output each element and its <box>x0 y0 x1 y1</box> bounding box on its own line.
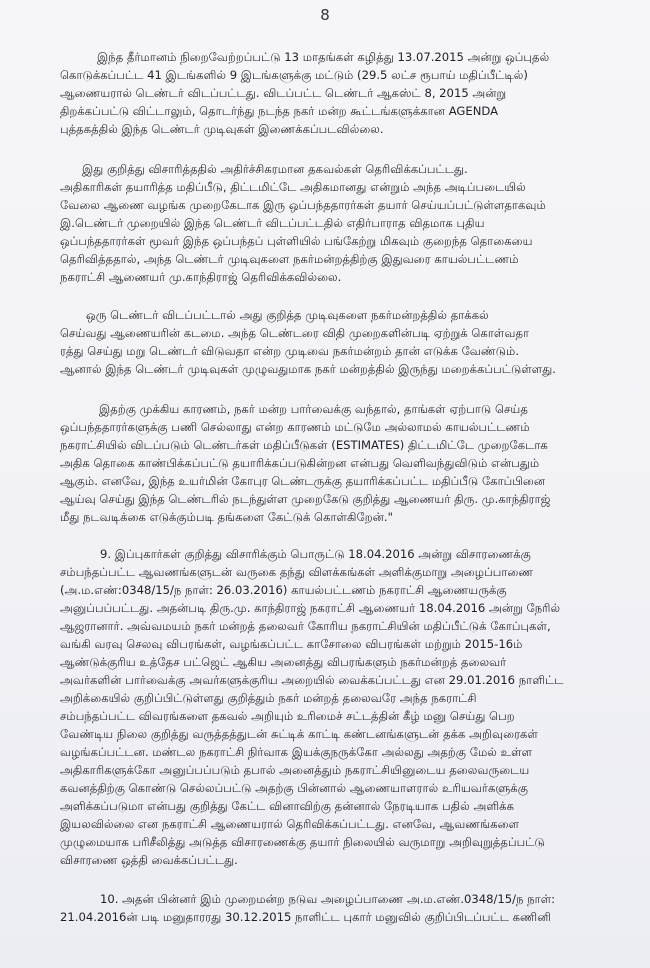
paragraph-4-line: ஆய்வு செய்து இந்த டெண்டரில் நடந்துள்ள முறைகேடு குறித்து ஆணையர் திரு. மு.காந்திராஜ் <box>60 492 551 506</box>
paragraph-4-line: அதிக தொகை காண்பிக்கப்பட்டு தயாரிக்கப்படுகின்றன என்பது வெளிவந்துவிடும் என்பதும் <box>60 456 540 470</box>
paragraph-9-line: அறிக்கையில் குறிப்பிட்டுள்ளது குறித்தும் நகர் மன்றத் தலைவரே அந்த நகராட்சி <box>60 691 477 705</box>
paragraph-9-line: வழங்கப்பட்டன. மண்டல நகராட்சி நிர்வாக இயக்குநருக்கோ அல்லது அதற்கு மேல் உள்ள <box>60 745 533 759</box>
paragraph-9-line: வங்கி வரவு செலவு விபரங்கள், வழங்கப்பட்ட காசோலை விபரங்கள் மற்றும் 2015-16ம் <box>60 637 523 651</box>
paragraph-1-line: ஆணையரால் டெண்டர் விடப்பட்டது. விடப்பட்ட டெண்டர் ஆகஸ்ட் 8, 2015 அன்று <box>60 86 507 100</box>
paragraph-2-line: இது குறித்து விசாரித்ததில் அதிர்ச்சிகரமான தகவல்கள் தெரிவிக்கப்பட்டது. <box>82 162 468 176</box>
paragraph-9-line: சம்பந்தப்பட்ட ஆவணங்களுடன் வருகை தந்து விளக்கங்கள் அளிக்குமாறு அழைப்பாணை <box>60 565 534 579</box>
paragraph-9-line: அவர்களின் பார்வைக்கு அவர்களுக்குரிய அறையில் வைக்கப்பட்டது என 29.01.2016 நாளிட்ட <box>60 673 564 687</box>
paragraph-1-line: இந்த தீர்மானம் நிறைவேற்றப்பட்டு 13 மாதங்கள் கழித்து 13.07.2015 அன்று ஒப்புதல் <box>97 50 550 64</box>
paragraph-10-line: 10. அதன் பின்னர் இம் முறைமன்ற நடுவ அழைப்பாணை அ.ம.எண்.0348/15/ந நாள்: <box>100 892 556 906</box>
paragraph-9-line: ஆஜரானார். அவ்வமயம் நகர் மன்றத் தலைவர் கோரிய நகராட்சியின் மதிப்பீட்டுக் கோப்புகள், <box>60 619 551 633</box>
paragraph-9-line: அளிக்கப்படுமா என்பது குறித்து கேட்ட வினாவிற்கு தன்னால் நேரடியாக பதில் அளிக்க <box>60 799 515 813</box>
paragraph-3-line: செய்வது ஆணையரின் கடமை. அந்த டெண்டரை விதி முறைகளின்படி ஏற்றுக் கொள்வதா <box>60 326 530 340</box>
paragraph-9-line: இயலவில்லை என நகராட்சி ஆணையரால் தெரிவிக்கப்பட்டது. எனவே, ஆவணங்களை <box>60 817 520 831</box>
paragraph-2-line: தெரிவித்ததால், அந்த டெண்டர் முடிவுகளை நகர்மன்றத்திற்கு இதுவரை காயல்பட்டணம் <box>60 252 519 266</box>
paragraph-9-line: அனுப்பப்பட்டது. அதன்படி திரு.மு. காந்திராஜ் நகராட்சி ஆணையர் 18.04.2016 அன்று நேரில் <box>60 601 561 615</box>
paragraph-3-line: ரத்து செய்து மறு டெண்டர் விடுவதா என்ற முடிவை நகர்மன்றம் தான் எடுக்க வேண்டும். <box>60 344 520 358</box>
paragraph-4-line: ஒப்பந்ததாரர்களுக்கு பணி செல்லாது என்ற காரணம் மட்டுமே அல்லாமல் காயல்பட்டணம் <box>60 420 530 434</box>
paragraph-4-line: மீது நடவடிக்கை எடுக்கும்படி தங்களை கேட்டுக் கொள்கிறேன்." <box>60 510 393 524</box>
paragraph-2-line: ஒப்பந்ததாரர்கள் மூவர் இந்த ஒப்பந்தப் புள்ளியில் பங்கேற்று மிகவும் குறைந்த தொகையை <box>60 234 533 248</box>
paragraph-9-line: சம்பந்தப்பட்ட விவரங்களை தகவல் அறியும் உரிமைச் சட்டத்தின் கீழ் மனு செய்து பெற <box>60 709 515 723</box>
paragraph-2-line: அதிகாரிகள் தயாரித்த மதிப்பீடு, திட்டமிட்டே அதிகமானது என்றும் அந்த அடிப்படையில் <box>60 180 526 194</box>
paragraph-9-line: ஆண்டுக்குரிய உத்தேச பட்ஜெட் ஆகிய அனைத்து விபரங்களும் நகர்மன்றத் தலைவர் <box>60 655 507 669</box>
paragraph-4-line: நகராட்சியில் விடப்படும் டெண்டர்கள் மதிப்பீடுகள் (ESTIMATES) திட்டமிட்டே முறைகேடாக <box>60 438 548 452</box>
paragraph-9-line: (அ.ம.எண்:0348/15/ந நாள்: 26.03.2016) காயல்பட்டணம் நகராட்சி ஆணையருக்கு <box>60 583 507 597</box>
paragraph-9-line: அதிகாரிகளுக்கோ அனுப்பப்படும் தபால் அனைத்தும் நகராட்சியினுடைய தலைவருடைய <box>60 763 530 777</box>
paragraph-2-line: வேலை ஆணை வழங்க முறைகேடாக இரு ஒப்பந்ததாரர்கள் தயார் செய்யப்பட்டுள்ளதாகவும் <box>60 198 546 212</box>
paragraph-1-line: திறக்கப்பட்டு விட்டாலும், தொடர்ந்து நடந்த நகர் மன்ற கூட்டங்களுக்கான AGENDA <box>60 104 499 118</box>
paragraph-1-line: புத்தகத்தில் இந்த டெண்டர் முடிவுகள் இணைக்கப்படவில்லை. <box>60 122 384 136</box>
paragraph-9-line: முழுமையாக பரிசீலித்து அடுத்த விசாரணைக்கு தயார் நிலையில் வருமாறு அறிவுறுத்தப்பட்டு <box>60 835 545 849</box>
paragraph-2-line: நகராட்சி ஆணையர் மு.காந்திராஜ் தெரிவிக்கவில்லை. <box>60 270 342 284</box>
paragraph-3-line: ஒரு டெண்டர் விடப்பட்டால் அது குறித்த முடிவுகளை நகர்மன்றத்தில் தாக்கல் <box>86 308 489 322</box>
page-number: 8 <box>320 6 330 24</box>
paragraph-3-line: ஆனால் இந்த டெண்டர் முடிவுகள் முழுவதுமாக நகர் மன்றத்தில் இருந்து மறைக்கப்பட்டுள்ளது. <box>60 362 556 376</box>
paragraph-4-line: ஆகும். எனவே, இந்த உயர்மின் கோபுர டெண்டருக்கு தயாரிக்கப்பட்ட மதிப்பீடு கோப்பினை <box>60 474 546 488</box>
paragraph-9-line: கவனத்திற்கு கொண்டு செல்லப்பட்டு அதற்கு பின்னால் ஆணையாளரால் உரியவர்களுக்கு <box>60 781 528 795</box>
paragraph-4-line: இதற்கு முக்கிய காரணம், நகர் மன்ற பார்வைக்கு வந்தால், தாங்கள் ஏற்பாடு செய்த <box>99 402 528 416</box>
paragraph-2-line: இ.டெண்டர் முறையில் இந்த டெண்டர் விடப்பட்டதில் எதிர்பாராத விதமாக புதிய <box>60 216 485 230</box>
paragraph-9-line: விசாரணை ஒத்தி வைக்கப்பட்டது. <box>60 853 238 867</box>
paragraph-9-line: 9. இப்புகார்கள் குறித்து விசாரிக்கும் பொருட்டு 18.04.2016 அன்று விசாரணைக்கு <box>100 547 531 561</box>
paragraph-10-line: 21.04.2016ன் படி மனுதாரரது 30.12.2015 நாளிட்ட புகார் மனுவில் குறிப்பிடப்பட்ட கணினி <box>60 910 552 924</box>
paragraph-1-line: கொடுக்கப்பட்ட 41 இடங்களில் 9 இடங்களுக்கு மட்டும் (29.5 லட்ச ரூபாய் மதிப்பீட்டில்) <box>60 68 528 82</box>
paragraph-9-line: வேண்டிய நிலை குறித்து வருத்தத்துடன் சுட்டிக் காட்டி கண்டனங்களுடன் தக்க அறிவுரைகள் <box>60 727 538 741</box>
